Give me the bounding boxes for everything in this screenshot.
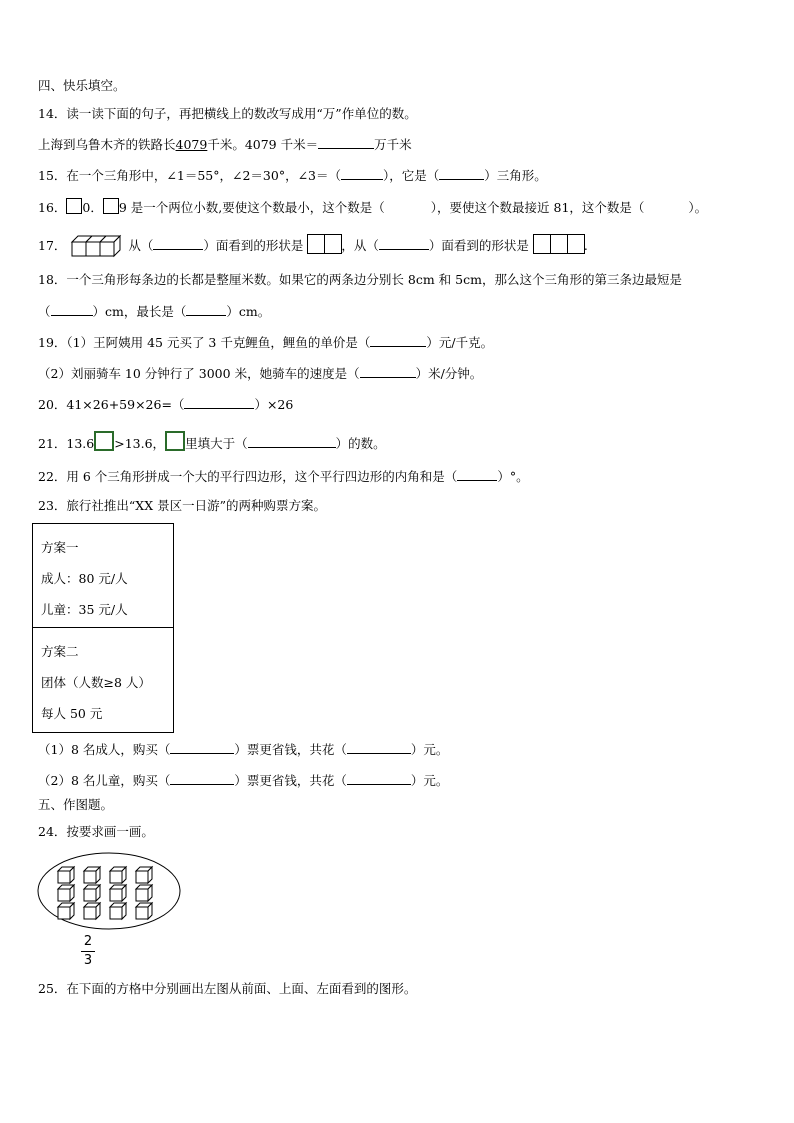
q18-text-a: （: [38, 304, 51, 319]
question-number: 21．: [38, 436, 67, 451]
question-number: 17．: [38, 238, 67, 253]
q16-text-b: 9 是一个两位小数,要使这个数最小，这个数是（: [118, 200, 385, 215]
answer-blank[interactable]: [186, 303, 226, 316]
answer-blank[interactable]: [379, 237, 429, 250]
question-20: [38, 396, 293, 413]
answer-blank[interactable]: [170, 741, 234, 754]
green-box[interactable]: [94, 431, 114, 451]
answer-blank[interactable]: [347, 741, 411, 754]
fraction: [80, 934, 96, 969]
green-box[interactable]: [165, 431, 185, 451]
question-18-line2: [38, 303, 270, 320]
q23-text-d: （2）8 名儿童，购买（: [38, 773, 171, 788]
q25-text: 在下面的方格中分别画出左图从前面、上面、左面看到的图形。: [66, 981, 417, 996]
question-number: 20．: [38, 397, 67, 412]
question-25: [38, 981, 416, 997]
cube-icon: [58, 903, 74, 919]
fraction-bar: [81, 951, 95, 952]
question-21: [38, 431, 386, 452]
answer-blank[interactable]: [170, 772, 234, 785]
q15-text-c: ）三角形。: [484, 168, 547, 183]
q18-text-b: ）cm，最长是（: [92, 304, 187, 319]
answer-blank[interactable]: [457, 468, 497, 481]
cubes-in-oval-figure: [36, 851, 186, 931]
q14-text-a: 上海到乌鲁木齐的铁路长: [38, 137, 176, 152]
q24-text: 按要求画一画。: [66, 824, 154, 839]
cube-icon: [58, 867, 74, 883]
plan1-adult-price: 成人：80 元/人: [41, 571, 128, 586]
q23-text-e: ）票更省钱，共花（: [234, 773, 347, 788]
question-15: [38, 167, 547, 184]
q20-text-b: ）×26: [254, 397, 294, 412]
q17-text-a: 从（: [128, 238, 154, 253]
question-number: 18．: [38, 272, 67, 287]
q21-text-a: 13.6: [66, 436, 95, 451]
answer-blank[interactable]: [51, 303, 93, 316]
digit-box[interactable]: [103, 198, 119, 214]
question-14-line2: [38, 136, 412, 153]
q15-text-b: ），它是（: [383, 168, 440, 183]
q16-text-d: ）。: [688, 200, 708, 215]
q22-text-a: 用 6 个三角形拼成一个大的平行四边形，这个平行四边形的内角和是（: [66, 469, 458, 484]
q18-text: 一个三角形每条边的长都是整厘米数。如果它的两条边分别长 8cm 和 5cm，那么这个三角形的第三条边最短是: [66, 272, 682, 287]
q16-text-a: 0．: [82, 200, 103, 215]
q19-text-c: （2）刘丽骑车 10 分钟行了 3000 米，她骑车的速度是（: [38, 366, 360, 381]
question-number: 24．: [38, 824, 67, 839]
section-heading-5: 五、作图题。: [38, 797, 114, 812]
q20-text-a: 41×26+59×26=（: [66, 397, 185, 412]
fraction-numerator: 2: [83, 934, 93, 949]
q23-text-a: （1）8 名成人，购买（: [38, 742, 171, 757]
q23-text-f: ）元。: [410, 773, 449, 788]
plan1-title: 方案一: [41, 540, 79, 555]
question-23-part2: [38, 772, 448, 789]
cube-icon: [136, 867, 152, 883]
question-19-part2: [38, 365, 482, 382]
view-shape-three-squares: [533, 234, 584, 258]
answer-blank[interactable]: [318, 136, 374, 149]
cube-icon: [58, 885, 74, 901]
q23-text-c: ）元。: [410, 742, 449, 757]
digit-box[interactable]: [66, 198, 82, 214]
fraction-denominator: 3: [83, 953, 93, 968]
q17-text-e: .: [583, 238, 588, 253]
q23-text-b: ）票更省钱，共花（: [234, 742, 347, 757]
question-text: 读一读下面的句子，再把横线上的数改写成用“万”作单位的数。: [66, 106, 417, 121]
answer-blank[interactable]: [370, 334, 426, 347]
q21-text-b: >13.6，: [114, 436, 166, 451]
q22-text-b: ）°。: [497, 469, 529, 484]
question-number: 14．: [38, 106, 67, 121]
answer-blank[interactable]: [153, 237, 203, 250]
answer-blank[interactable]: [439, 167, 484, 180]
cube-icon: [110, 903, 126, 919]
answer-blank[interactable]: [347, 772, 411, 785]
cube-icon: [110, 867, 126, 883]
question-14: [38, 106, 417, 122]
question-number: 25．: [38, 981, 67, 996]
answer-blank[interactable]: [360, 365, 416, 378]
q17-text-c: ，从（: [341, 238, 379, 253]
answer-blank[interactable]: [341, 167, 383, 180]
question-16: [38, 198, 707, 216]
q14-text-b: 千米。4079 千米＝: [207, 137, 319, 152]
cube-stack-icon: [70, 232, 128, 258]
answer-blank[interactable]: [184, 396, 254, 409]
question-number: 23．: [38, 498, 67, 513]
plan1-child-price: 儿童：35 元/人: [41, 602, 128, 617]
question-number: 22．: [38, 469, 67, 484]
question-number: 16．: [38, 200, 67, 215]
question-19: [38, 334, 493, 351]
cube-icon: [110, 885, 126, 901]
q23-text: 旅行社推出“XX 景区一日游”的两种购票方案。: [66, 498, 326, 513]
cube-icon: [136, 903, 152, 919]
question-18: [38, 272, 682, 288]
cube-icon: [84, 867, 100, 883]
table-divider: [33, 627, 173, 628]
question-number: 15．: [38, 168, 67, 183]
q19-text-b: ）元/千克。: [426, 335, 494, 350]
plan2-title: 方案二: [41, 644, 79, 659]
question-22: [38, 468, 529, 485]
ticket-plan-table: [32, 523, 174, 733]
q19-text-a: （1）王阿姨用 45 元买了 3 千克鲤鱼，鲤鱼的单价是（: [66, 335, 371, 350]
q14-underlined-number: 4079: [175, 137, 208, 152]
q16-text-c: ），要使这个数最接近 81，这个数是（: [430, 200, 645, 215]
q17-text-d: ）面看到的形状是: [428, 238, 529, 253]
question-23: [38, 498, 326, 514]
q15-text-a: 在一个三角形中，∠1＝55°，∠2＝30°，∠3＝（: [66, 168, 341, 183]
q19-text-d: ）米/分钟。: [415, 366, 483, 381]
cube-icon: [136, 885, 152, 901]
q21-text-d: ）的数。: [335, 436, 386, 451]
question-17: [38, 232, 588, 258]
question-24: [38, 824, 154, 840]
cube-icon: [84, 885, 100, 901]
q14-text-c: 万千米: [374, 137, 412, 152]
q18-text-c: ）cm。: [226, 304, 271, 319]
plan2-price: 每人 50 元: [41, 706, 103, 721]
view-shape-two-squares: [307, 234, 341, 258]
question-number: 19．: [38, 335, 67, 350]
question-23-part1: [38, 741, 448, 758]
section-heading-4: 四、快乐填空。: [38, 78, 126, 93]
q21-text-c: 里填大于（: [185, 436, 248, 451]
plan2-group-condition: 团体（人数≥8 人）: [41, 675, 151, 690]
q17-text-b: ）面看到的形状是: [203, 238, 304, 253]
cube-icon: [84, 903, 100, 919]
answer-blank[interactable]: [248, 435, 336, 448]
